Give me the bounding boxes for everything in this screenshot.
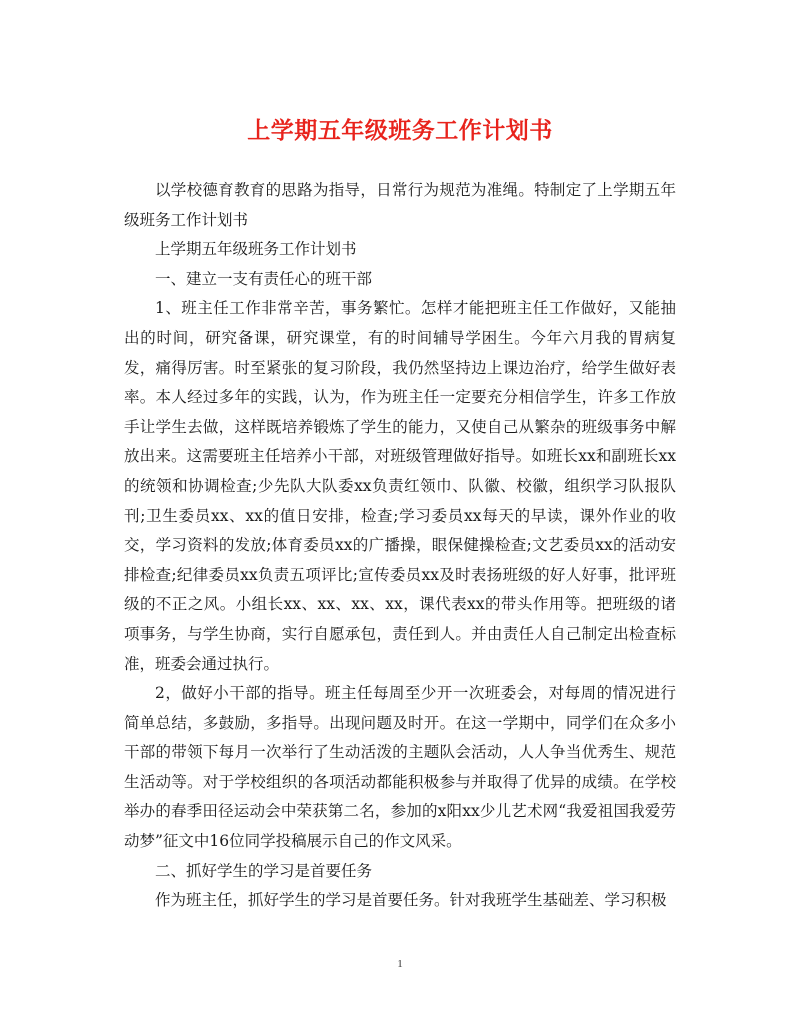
section-heading-1: 一、建立一支有责任心的班干部 — [155, 269, 373, 288]
section-heading-2: 二、抓好学生的学习是首要任务 — [155, 861, 373, 880]
subtitle-paragraph: 上学期五年级班务工作计划书 — [155, 240, 357, 259]
body-paragraph-2: 2，做好小干部的指导。班主任每周至少开一次班委会，对每周的情况进行简单总结，多鼓励，多指导。出现问题及时开。在这一学期中，同学们在众多小干部的带领下每月一次举行了生动活泼的主题队会活动，人人争当优秀生、规范生活动等。对于学校组织的各项活动都能积极参与并取得了优异的成绩。在学校举办的春季田径运动会中荣获第二名，参加的x阳xx少儿艺术网“我爱祖国我爱劳动梦”征文中16位同学投稿展示自己的作文风采。 — [124, 684, 676, 851]
page-number: 1 — [397, 958, 403, 970]
body-paragraph-3: 作为班主任，抓好学生的学习是首要任务。针对我班学生基础差、学习积极 — [155, 891, 667, 910]
document-title: 上学期五年级班务工作计划书 — [247, 117, 553, 144]
intro-paragraph: 以学校德育教育的思路为指导，日常行为规范为准绳。特制定了上学期五年级班务工作计划书 — [124, 181, 676, 229]
document-body — [124, 176, 676, 916]
body-paragraph-1: 1、班主任工作非常辛苦，事务繁忙。怎样才能把班主任工作做好，又能抽出的时间，研究备课，研究课堂，有的时间辅导学困生。今年六月我的胃病复发，痛得厉害。时至紧张的复习阶段，我仍然坚持边上课边治疗，给学生做好表率。本人经过多年的实践，认为，作为班主任一定要充分相信学生，许多工作放手让学生去做，这样既培养锻炼了学生的能力，又使自己从繁杂的班级事务中解放出来。这需要班主任培养小干部，对班级管理做好指导。如班长xx和副班长xx的统领和协调检查;少先队大队委xx负责红领巾、队徽、校徽，组织学习队报队刊;卫生委员xx、xx的值日安排，检查;学习委员xx每天的早读，课外作业的收交，学习资料的发放;体育委员xx的广播操，眼保健操检查;文艺委员xx的活动安排检查;纪律委员xx负责五项评比;宣传委员xx及时表扬班级的好人好事，批评班级的不正之风。小组长xx、xx、xx、xx，课代表xx的带头作用等。把班级的诸项事务，与学生协商，实行自愿承包，责任到人。并由责任人自己制定出检查标准，班委会通过执行。 — [124, 299, 676, 673]
